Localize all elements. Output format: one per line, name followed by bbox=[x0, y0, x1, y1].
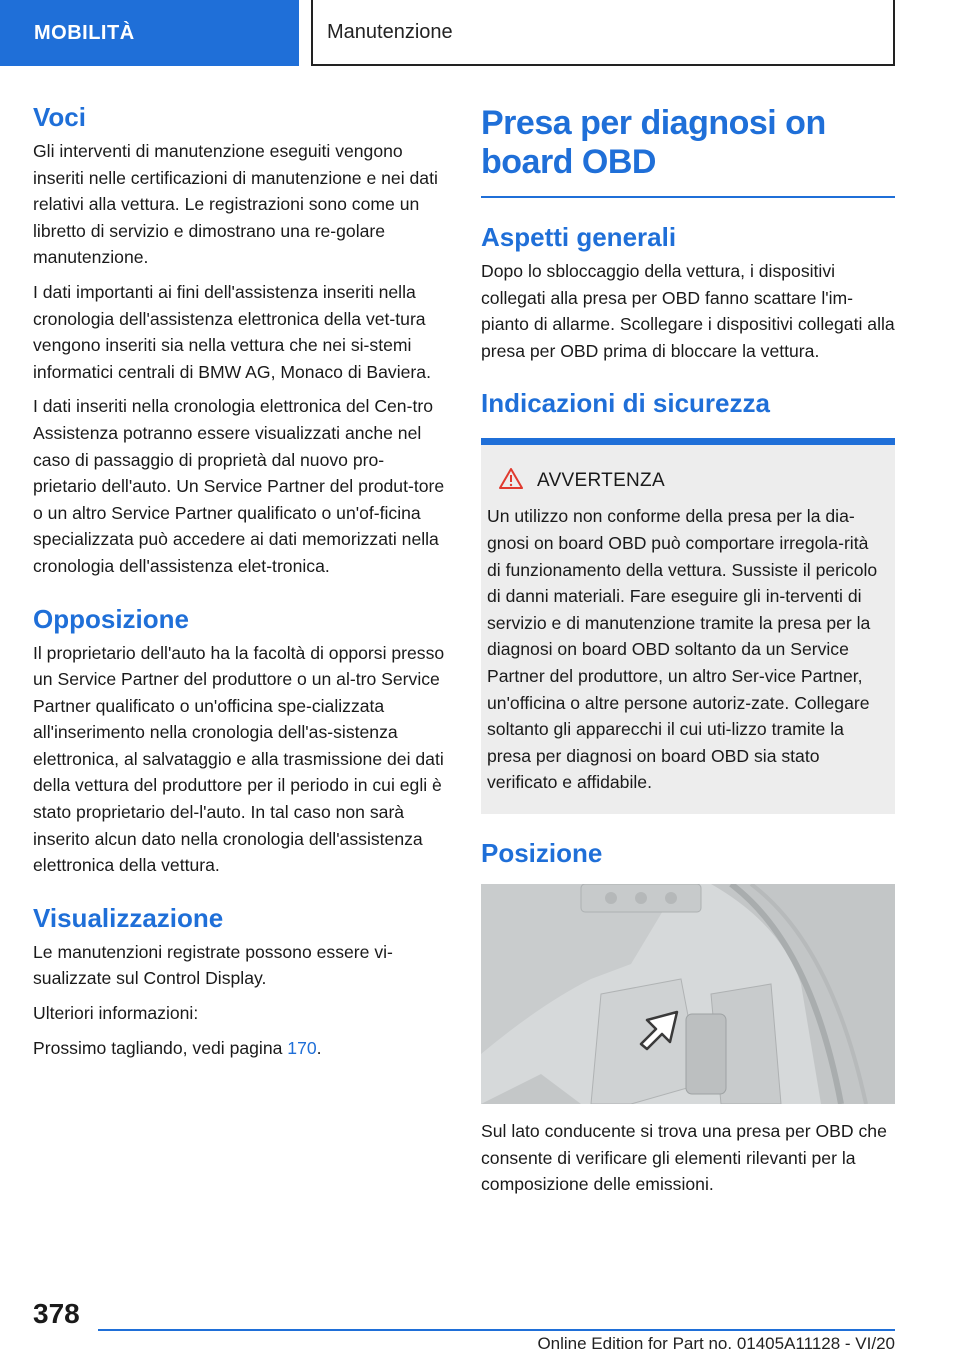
page-ref-prefix: Prossimo tagliando, vedi pagina bbox=[33, 1037, 288, 1058]
warning-box bbox=[481, 445, 895, 814]
voci-paragraph-1: Gli interventi di manutenzione eseguiti vengono inseriti nelle certificazioni di manutenzione e nei dati relativi alla vettura. Le registrazioni sono come un libretto di servizio e dimostrano una re-golare manutenzione. bbox=[33, 141, 438, 268]
chapter-label: MOBILITÀ bbox=[34, 21, 135, 44]
visualizzazione-paragraph-1: Le manutenzioni registrate possono essere vi-sualizzate sul Control Display. bbox=[33, 941, 393, 989]
sicurezza-heading: Indicazioni di sicurezza bbox=[481, 388, 770, 419]
section-header bbox=[311, 0, 895, 66]
voci-heading: Voci bbox=[33, 102, 86, 132]
warning-triangle-icon bbox=[499, 467, 523, 495]
aspetti-heading: Aspetti generali bbox=[481, 222, 677, 252]
warning-header bbox=[499, 467, 885, 495]
aspetti-paragraph: Dopo lo sbloccaggio della vettura, i dispositivi collegati alla presa per OBD fanno scattare l'im-pianto di allarme. Scollegare i dispositivi collegati alla presa per OBD prima di bloccare la vettura. bbox=[481, 261, 895, 361]
warning-label: AVVERTENZA bbox=[537, 470, 665, 492]
page-ref-link[interactable]: 170 bbox=[287, 1037, 317, 1058]
footer-divider bbox=[98, 1329, 895, 1331]
page-ref-suffix: . bbox=[316, 1037, 322, 1058]
page-number: 378 bbox=[33, 1298, 80, 1329]
right-column bbox=[481, 100, 895, 1206]
edition-footer: Online Edition for Part no. 01405A11128 - VI/20 bbox=[537, 1334, 895, 1353]
obd-title: Presa per diagnosi on board OBD bbox=[481, 104, 826, 181]
title-divider bbox=[481, 196, 895, 198]
obd-location-image bbox=[481, 884, 895, 1104]
opposizione-paragraph: Il proprietario dell'auto ha la facoltà di opporsi presso un Service Partner del produttore o un al-tro Service Partner qualificato o un'officina spe-cializzata all'inserimento nella cronologia dell'as-sistenza elettronica, al salvataggio e alla trasmissione dei dati della vettura del produttore per il periodo in cui egli è stato proprietario del-l'auto. In tal caso non sarà inserito alcun dato nella cronologia dell'assistenza elettronica della vettura. bbox=[33, 642, 445, 876]
voci-paragraph-2: I dati importanti ai fini dell'assistenza inseriti nella cronologia dell'assistenza elettronica della vet-tura vengono inseriti sia nella vettura che nei si-stemi informatici centrali di BMW AG, Monaco di Baviera. bbox=[33, 281, 431, 382]
warning-divider bbox=[481, 438, 895, 445]
left-column bbox=[33, 100, 445, 1069]
posizione-heading: Posizione bbox=[481, 837, 603, 868]
visualizzazione-heading: Visualizzazione bbox=[33, 902, 224, 933]
section-label: Manutenzione bbox=[327, 20, 453, 43]
opposizione-heading: Opposizione bbox=[33, 603, 189, 634]
visualizzazione-paragraph-2: Ulteriori informazioni: bbox=[33, 1003, 199, 1024]
voci-paragraph-3: I dati inseriti nella cronologia elettronica del Cen-tro Assistenza potranno essere visualizzati anche nel caso di passaggio di proprietà dal nuovo pro-prietario dell'auto. Un Service Partner del produt-tore o un altro Service Partner qualificato o un'of-ficina specializzata può accedere ai dati memorizzati nella cronologia dell'assistenza elet-tronica. bbox=[33, 396, 445, 576]
warning-text: Un utilizzo non conforme della presa per la dia-gnosi on board OBD può comportare irregola-rità di funzionamento della vettura. Sussiste il pericolo di danni materiali. Fare eseguire gli in-terventi di servizio e di manutenzione tramite la presa per la diagnosi on board OBD soltanto da un Service Partner del produttore, un altro Ser-vice Partner, un'officina o altre persone autoriz-zate. Collegare soltanto gli apparecchi il cui uti-lizzo tramite la presa per diagnosi on board OBD sia stato verificato e affidabile. bbox=[487, 506, 878, 793]
chapter-tab[interactable] bbox=[0, 0, 299, 66]
image-caption: Sul lato conducente si trova una presa per OBD che consente di verificare gli elementi rilevanti per la composizione delle emissioni. bbox=[481, 1120, 887, 1195]
visualizzazione-paragraph-3 bbox=[33, 1035, 445, 1062]
